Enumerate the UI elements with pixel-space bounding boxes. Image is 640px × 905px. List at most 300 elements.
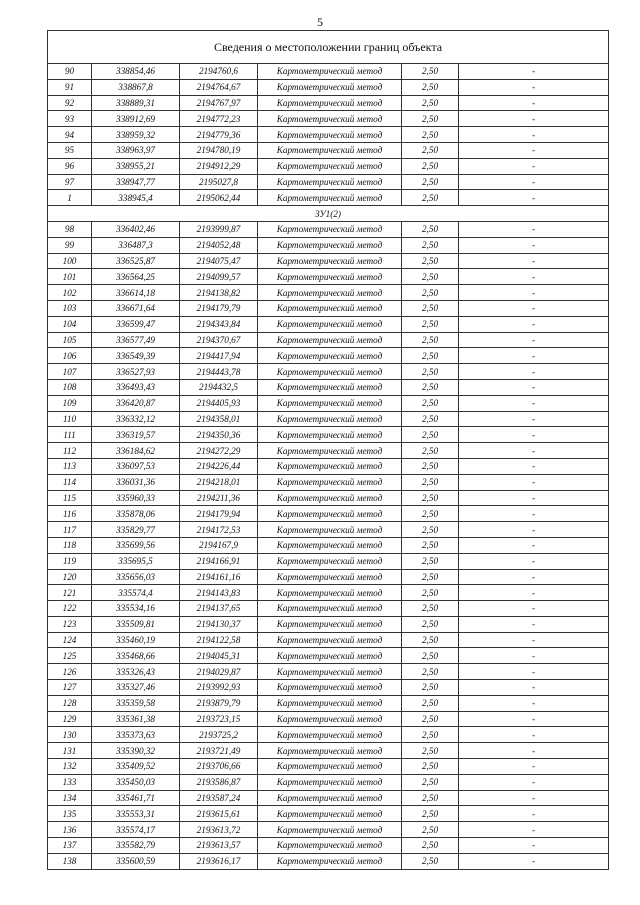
y-coordinate-cell: 2194130,37 (180, 616, 258, 632)
y-coordinate-cell: 2194358,01 (180, 411, 258, 427)
y-coordinate-cell: 2194179,79 (180, 300, 258, 316)
y-coordinate-cell: 2193879,79 (180, 695, 258, 711)
x-coordinate-cell: 335326,43 (92, 664, 180, 680)
note-cell: - (459, 364, 609, 380)
method-cell: Картометрический метод (258, 680, 402, 696)
note-cell: - (459, 680, 609, 696)
x-coordinate-cell: 336487,3 (92, 237, 180, 253)
note-cell: - (459, 506, 609, 522)
note-cell: - (459, 332, 609, 348)
table-row (48, 269, 609, 285)
note-cell: - (459, 111, 609, 127)
x-coordinate-cell: 336420,87 (92, 395, 180, 411)
y-coordinate-cell: 2194779,36 (180, 127, 258, 143)
method-cell: Картометрический метод (258, 427, 402, 443)
method-cell: Картометрический метод (258, 285, 402, 301)
x-coordinate-cell: 338912,69 (92, 111, 180, 127)
method-cell: Картометрический метод (258, 142, 402, 158)
y-coordinate-cell: 2194272,29 (180, 443, 258, 459)
table-row (48, 174, 609, 190)
method-cell: Картометрический метод (258, 853, 402, 869)
point-number-cell: 101 (48, 269, 92, 285)
precision-cell: 2,50 (402, 348, 459, 364)
x-coordinate-cell: 335359,58 (92, 695, 180, 711)
y-coordinate-cell: 2194122,58 (180, 632, 258, 648)
table-row (48, 221, 609, 237)
x-coordinate-cell: 335878,06 (92, 506, 180, 522)
note-cell: - (459, 838, 609, 854)
table-row (48, 537, 609, 553)
method-cell: Картометрический метод (258, 569, 402, 585)
method-cell: Картометрический метод (258, 111, 402, 127)
note-cell: - (459, 316, 609, 332)
point-number-cell: 124 (48, 632, 92, 648)
point-number-cell: 131 (48, 743, 92, 759)
x-coordinate-cell: 336493,43 (92, 379, 180, 395)
method-cell: Картометрический метод (258, 743, 402, 759)
note-cell: - (459, 221, 609, 237)
y-coordinate-cell: 2194143,83 (180, 585, 258, 601)
x-coordinate-cell: 335656,03 (92, 569, 180, 585)
table-row (48, 695, 609, 711)
y-coordinate-cell: 2193706,66 (180, 759, 258, 775)
x-coordinate-cell: 338959,32 (92, 127, 180, 143)
point-number-cell: 99 (48, 237, 92, 253)
table-row (48, 395, 609, 411)
precision-cell: 2,50 (402, 237, 459, 253)
precision-cell: 2,50 (402, 664, 459, 680)
table-row (48, 458, 609, 474)
x-coordinate-cell: 335699,56 (92, 537, 180, 553)
table-row (48, 743, 609, 759)
table-row (48, 774, 609, 790)
y-coordinate-cell: 2194343,84 (180, 316, 258, 332)
method-cell: Картометрический метод (258, 522, 402, 538)
method-cell: Картометрический метод (258, 727, 402, 743)
point-number-cell: 129 (48, 711, 92, 727)
x-coordinate-cell: 336031,36 (92, 474, 180, 490)
method-cell: Картометрический метод (258, 664, 402, 680)
method-cell: Картометрический метод (258, 838, 402, 854)
y-coordinate-cell: 2194767,97 (180, 95, 258, 111)
method-cell: Картометрический метод (258, 774, 402, 790)
method-cell: Картометрический метод (258, 332, 402, 348)
x-coordinate-cell: 338854,46 (92, 64, 180, 80)
point-number-cell: 90 (48, 64, 92, 80)
y-coordinate-cell: 2195027,8 (180, 174, 258, 190)
x-coordinate-cell: 335600,59 (92, 853, 180, 869)
method-cell: Картометрический метод (258, 537, 402, 553)
method-cell: Картометрический метод (258, 443, 402, 459)
precision-cell: 2,50 (402, 759, 459, 775)
x-coordinate-cell: 335468,66 (92, 648, 180, 664)
point-number-cell: 122 (48, 601, 92, 617)
point-number-cell: 137 (48, 838, 92, 854)
precision-cell: 2,50 (402, 490, 459, 506)
note-cell: - (459, 127, 609, 143)
precision-cell: 2,50 (402, 553, 459, 569)
method-cell: Картометрический метод (258, 648, 402, 664)
y-coordinate-cell: 2193723,15 (180, 711, 258, 727)
note-cell: - (459, 522, 609, 538)
note-cell: - (459, 711, 609, 727)
note-cell: - (459, 601, 609, 617)
y-coordinate-cell: 2193587,24 (180, 790, 258, 806)
method-cell: Картометрический метод (258, 253, 402, 269)
y-coordinate-cell: 2194211,36 (180, 490, 258, 506)
point-number-cell: 107 (48, 364, 92, 380)
note-cell: - (459, 253, 609, 269)
note-cell: - (459, 379, 609, 395)
y-coordinate-cell: 2193615,61 (180, 806, 258, 822)
y-coordinate-cell: 2194166,91 (180, 553, 258, 569)
y-coordinate-cell: 2193992,93 (180, 680, 258, 696)
table-title-row (48, 31, 609, 64)
method-cell: Картометрический метод (258, 632, 402, 648)
table-row (48, 569, 609, 585)
x-coordinate-cell: 336549,39 (92, 348, 180, 364)
x-coordinate-cell: 338947,77 (92, 174, 180, 190)
point-number-cell: 100 (48, 253, 92, 269)
note-cell: - (459, 64, 609, 80)
note-cell: - (459, 79, 609, 95)
y-coordinate-cell: 2194137,65 (180, 601, 258, 617)
point-number-cell: 114 (48, 474, 92, 490)
method-cell: Картометрический метод (258, 300, 402, 316)
boundary-coordinates-table (47, 30, 609, 870)
precision-cell: 2,50 (402, 285, 459, 301)
y-coordinate-cell: 2194099,57 (180, 269, 258, 285)
note-cell: - (459, 853, 609, 869)
table-row (48, 838, 609, 854)
method-cell: Картометрический метод (258, 790, 402, 806)
note-cell: - (459, 490, 609, 506)
note-cell: - (459, 616, 609, 632)
method-cell: Картометрический метод (258, 506, 402, 522)
y-coordinate-cell: 2194417,94 (180, 348, 258, 364)
y-coordinate-cell: 2193616,17 (180, 853, 258, 869)
method-cell: Картометрический метод (258, 616, 402, 632)
table-row (48, 316, 609, 332)
table-row (48, 348, 609, 364)
precision-cell: 2,50 (402, 79, 459, 95)
note-cell: - (459, 300, 609, 316)
table-row (48, 95, 609, 111)
precision-cell: 2,50 (402, 727, 459, 743)
x-coordinate-cell: 338889,31 (92, 95, 180, 111)
y-coordinate-cell: 2194764,67 (180, 79, 258, 95)
note-cell: - (459, 774, 609, 790)
method-cell: Картометрический метод (258, 553, 402, 569)
x-coordinate-cell: 335373,63 (92, 727, 180, 743)
y-coordinate-cell: 2194912,29 (180, 158, 258, 174)
precision-cell: 2,50 (402, 127, 459, 143)
precision-cell: 2,50 (402, 695, 459, 711)
point-number-cell: 111 (48, 427, 92, 443)
point-number-cell: 102 (48, 285, 92, 301)
note-cell: - (459, 458, 609, 474)
table-row (48, 285, 609, 301)
y-coordinate-cell: 2193586,87 (180, 774, 258, 790)
x-coordinate-cell: 335361,38 (92, 711, 180, 727)
point-number-cell: 118 (48, 537, 92, 553)
note-cell: - (459, 727, 609, 743)
note-cell: - (459, 285, 609, 301)
table-row (48, 601, 609, 617)
x-coordinate-cell: 335534,16 (92, 601, 180, 617)
point-number-cell: 136 (48, 822, 92, 838)
precision-cell: 2,50 (402, 190, 459, 206)
x-coordinate-cell: 335390,32 (92, 743, 180, 759)
precision-cell: 2,50 (402, 427, 459, 443)
note-cell: - (459, 237, 609, 253)
note-cell: - (459, 443, 609, 459)
y-coordinate-cell: 2194772,23 (180, 111, 258, 127)
point-number-cell: 92 (48, 95, 92, 111)
precision-cell: 2,50 (402, 64, 459, 80)
method-cell: Картометрический метод (258, 221, 402, 237)
point-number-cell: 106 (48, 348, 92, 364)
method-cell: Картометрический метод (258, 601, 402, 617)
x-coordinate-cell: 335582,79 (92, 838, 180, 854)
note-cell: - (459, 648, 609, 664)
note-cell: - (459, 537, 609, 553)
table-row (48, 364, 609, 380)
table-row (48, 427, 609, 443)
note-cell: - (459, 158, 609, 174)
table-row (48, 522, 609, 538)
y-coordinate-cell: 2194405,93 (180, 395, 258, 411)
method-cell: Картометрический метод (258, 316, 402, 332)
precision-cell: 2,50 (402, 111, 459, 127)
x-coordinate-cell: 335695,5 (92, 553, 180, 569)
method-cell: Картометрический метод (258, 79, 402, 95)
point-number-cell: 132 (48, 759, 92, 775)
note-cell: - (459, 822, 609, 838)
note-cell: - (459, 585, 609, 601)
note-cell: - (459, 348, 609, 364)
table-row (48, 648, 609, 664)
note-cell: - (459, 474, 609, 490)
y-coordinate-cell: 2194045,31 (180, 648, 258, 664)
table-row (48, 790, 609, 806)
table-row (48, 806, 609, 822)
table-row (48, 759, 609, 775)
precision-cell: 2,50 (402, 158, 459, 174)
table-row (48, 506, 609, 522)
note-cell: - (459, 95, 609, 111)
point-number-cell: 98 (48, 221, 92, 237)
precision-cell: 2,50 (402, 853, 459, 869)
note-cell: - (459, 743, 609, 759)
method-cell: Картометрический метод (258, 490, 402, 506)
point-number-cell: 105 (48, 332, 92, 348)
point-number-cell: 138 (48, 853, 92, 869)
note-cell: - (459, 806, 609, 822)
point-number-cell: 133 (48, 774, 92, 790)
table-row (48, 142, 609, 158)
point-number-cell: 130 (48, 727, 92, 743)
method-cell: Картометрический метод (258, 822, 402, 838)
method-cell: Картометрический метод (258, 395, 402, 411)
precision-cell: 2,50 (402, 790, 459, 806)
method-cell: Картометрический метод (258, 458, 402, 474)
x-coordinate-cell: 336525,87 (92, 253, 180, 269)
table-row (48, 127, 609, 143)
precision-cell: 2,50 (402, 806, 459, 822)
page-number: 5 (317, 15, 323, 29)
point-number-cell: 116 (48, 506, 92, 522)
note-cell: - (459, 695, 609, 711)
precision-cell: 2,50 (402, 95, 459, 111)
x-coordinate-cell: 336319,57 (92, 427, 180, 443)
precision-cell: 2,50 (402, 395, 459, 411)
point-number-cell: 125 (48, 648, 92, 664)
point-number-cell: 91 (48, 79, 92, 95)
x-coordinate-cell: 335574,4 (92, 585, 180, 601)
y-coordinate-cell: 2193613,72 (180, 822, 258, 838)
method-cell: Картометрический метод (258, 64, 402, 80)
x-coordinate-cell: 336332,12 (92, 411, 180, 427)
precision-cell: 2,50 (402, 506, 459, 522)
x-coordinate-cell: 335574,17 (92, 822, 180, 838)
point-number-cell: 134 (48, 790, 92, 806)
precision-cell: 2,50 (402, 601, 459, 617)
table-row (48, 411, 609, 427)
table-title: Сведения о местоположении границ объекта (48, 31, 609, 64)
method-cell: Картометрический метод (258, 695, 402, 711)
method-cell: Картометрический метод (258, 174, 402, 190)
note-cell: - (459, 427, 609, 443)
table-row (48, 79, 609, 95)
point-number-cell: 108 (48, 379, 92, 395)
table-row (48, 632, 609, 648)
precision-cell: 2,50 (402, 648, 459, 664)
point-number-cell: 113 (48, 458, 92, 474)
precision-cell: 2,50 (402, 142, 459, 158)
y-coordinate-cell: 2194138,82 (180, 285, 258, 301)
y-coordinate-cell: 2194172,53 (180, 522, 258, 538)
precision-cell: 2,50 (402, 379, 459, 395)
x-coordinate-cell: 336671,64 (92, 300, 180, 316)
precision-cell: 2,50 (402, 632, 459, 648)
y-coordinate-cell: 2193999,87 (180, 221, 258, 237)
y-coordinate-cell: 2194443,78 (180, 364, 258, 380)
table-row (48, 680, 609, 696)
y-coordinate-cell: 2194370,67 (180, 332, 258, 348)
x-coordinate-cell: 335409,52 (92, 759, 180, 775)
x-coordinate-cell: 336614,18 (92, 285, 180, 301)
point-number-cell: 104 (48, 316, 92, 332)
method-cell: Картометрический метод (258, 379, 402, 395)
point-number-cell: 112 (48, 443, 92, 459)
y-coordinate-cell: 2194029,87 (180, 664, 258, 680)
x-coordinate-cell: 335829,77 (92, 522, 180, 538)
precision-cell: 2,50 (402, 253, 459, 269)
point-number-cell: 110 (48, 411, 92, 427)
table-row (48, 64, 609, 80)
table-row (48, 853, 609, 869)
table-row (48, 616, 609, 632)
table-row (48, 585, 609, 601)
y-coordinate-cell: 2194350,36 (180, 427, 258, 443)
x-coordinate-cell: 335960,33 (92, 490, 180, 506)
method-cell: Картометрический метод (258, 190, 402, 206)
x-coordinate-cell: 335450,03 (92, 774, 180, 790)
x-coordinate-cell: 336184,62 (92, 443, 180, 459)
point-number-cell: 95 (48, 142, 92, 158)
precision-cell: 2,50 (402, 680, 459, 696)
x-coordinate-cell: 336402,46 (92, 221, 180, 237)
y-coordinate-cell: 2194161,16 (180, 569, 258, 585)
precision-cell: 2,50 (402, 269, 459, 285)
table-row (48, 711, 609, 727)
point-number-cell: 97 (48, 174, 92, 190)
table-row (48, 253, 609, 269)
table-row (48, 474, 609, 490)
precision-cell: 2,50 (402, 616, 459, 632)
x-coordinate-cell: 336577,49 (92, 332, 180, 348)
y-coordinate-cell: 2194218,01 (180, 474, 258, 490)
x-coordinate-cell: 338945,4 (92, 190, 180, 206)
y-coordinate-cell: 2194226,44 (180, 458, 258, 474)
note-cell: - (459, 553, 609, 569)
x-coordinate-cell: 336599,47 (92, 316, 180, 332)
precision-cell: 2,50 (402, 711, 459, 727)
y-coordinate-cell: 2193721,49 (180, 743, 258, 759)
table-row (48, 158, 609, 174)
point-number-cell: 96 (48, 158, 92, 174)
y-coordinate-cell: 2194179,94 (180, 506, 258, 522)
table-row (48, 111, 609, 127)
method-cell: Картометрический метод (258, 269, 402, 285)
precision-cell: 2,50 (402, 174, 459, 190)
precision-cell: 2,50 (402, 774, 459, 790)
x-coordinate-cell: 336564,25 (92, 269, 180, 285)
precision-cell: 2,50 (402, 537, 459, 553)
method-cell: Картометрический метод (258, 127, 402, 143)
table-row (48, 664, 609, 680)
precision-cell: 2,50 (402, 522, 459, 538)
precision-cell: 2,50 (402, 458, 459, 474)
precision-cell: 2,50 (402, 569, 459, 585)
note-cell: - (459, 190, 609, 206)
x-coordinate-cell: 338955,21 (92, 158, 180, 174)
point-number-cell: 117 (48, 522, 92, 538)
point-number-cell: 94 (48, 127, 92, 143)
note-cell: - (459, 790, 609, 806)
method-cell: Картометрический метод (258, 364, 402, 380)
y-coordinate-cell: 2195062,44 (180, 190, 258, 206)
x-coordinate-cell: 335327,46 (92, 680, 180, 696)
method-cell: Картометрический метод (258, 95, 402, 111)
precision-cell: 2,50 (402, 838, 459, 854)
method-cell: Картометрический метод (258, 348, 402, 364)
x-coordinate-cell: 336097,53 (92, 458, 180, 474)
x-coordinate-cell: 338867,8 (92, 79, 180, 95)
precision-cell: 2,50 (402, 221, 459, 237)
section-label: ЗУ1(2) (48, 206, 609, 222)
precision-cell: 2,50 (402, 822, 459, 838)
y-coordinate-cell: 2194052,48 (180, 237, 258, 253)
method-cell: Картометрический метод (258, 759, 402, 775)
note-cell: - (459, 632, 609, 648)
precision-cell: 2,50 (402, 443, 459, 459)
y-coordinate-cell: 2194167,9 (180, 537, 258, 553)
note-cell: - (459, 142, 609, 158)
point-number-cell: 135 (48, 806, 92, 822)
x-coordinate-cell: 335460,19 (92, 632, 180, 648)
